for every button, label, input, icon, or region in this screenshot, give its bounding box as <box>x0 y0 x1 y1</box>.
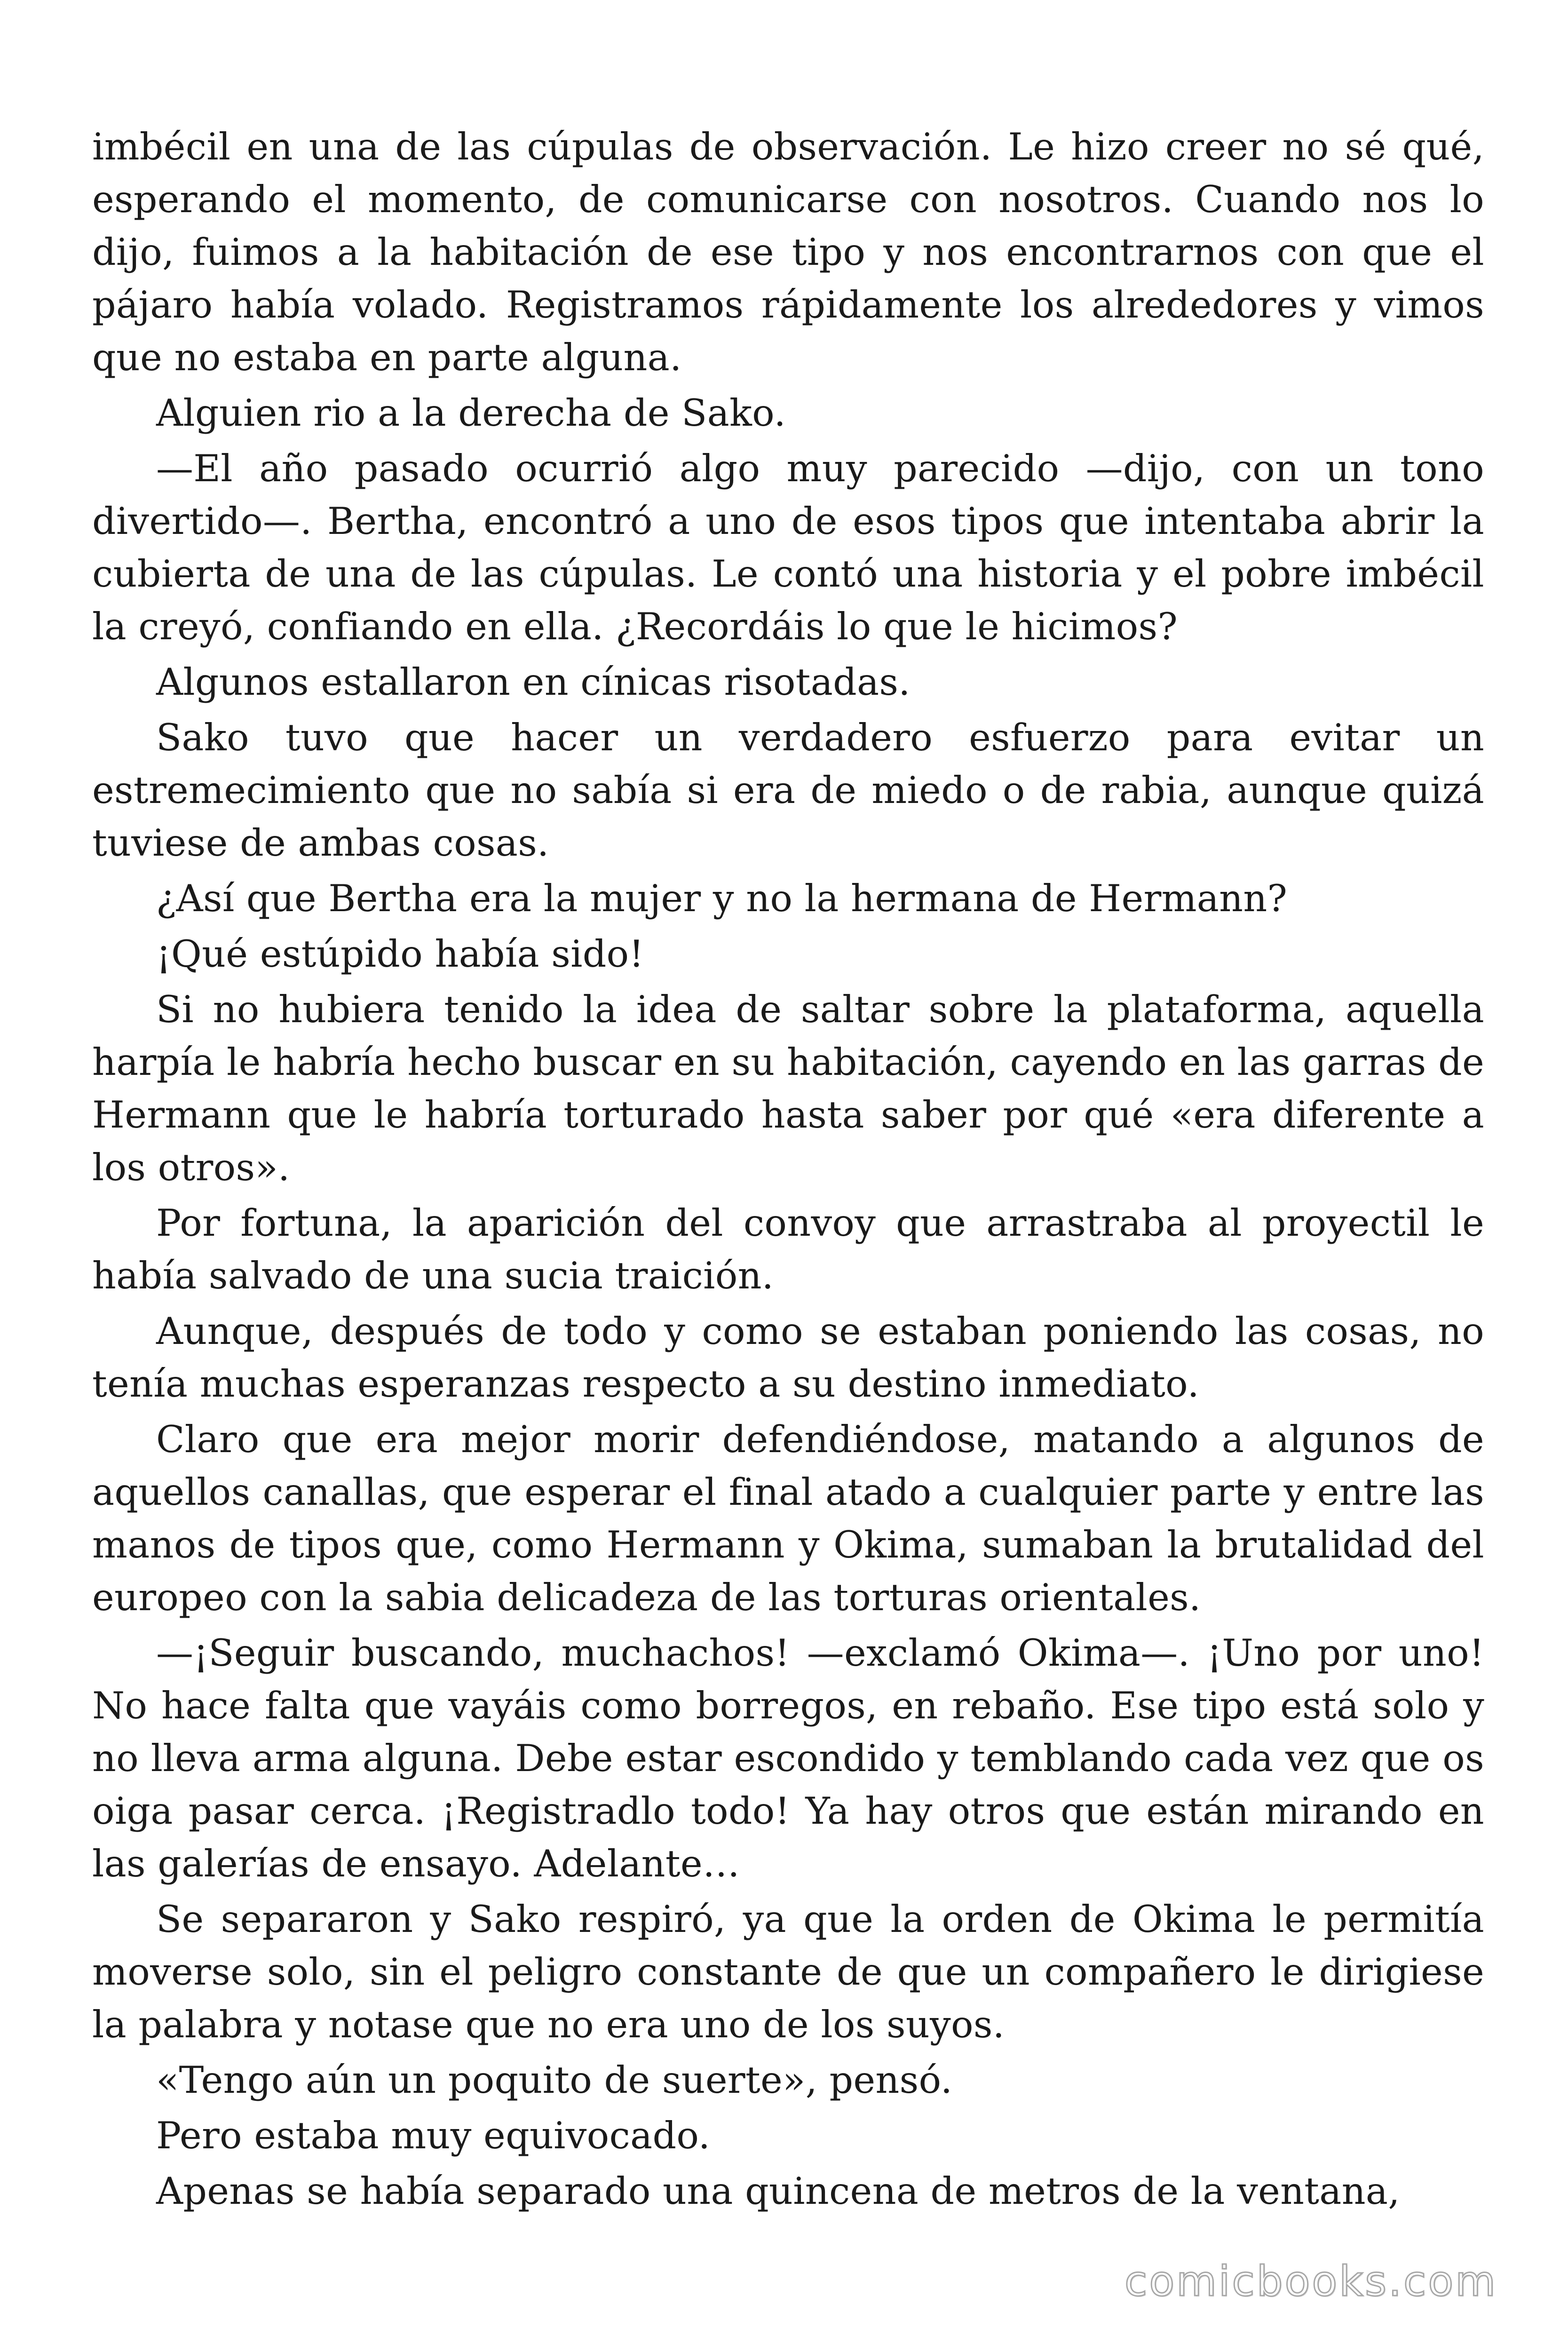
paragraph-3: —El año pasado ocurrió algo muy parecido —dijo, con un tono divertido—. Bertha, encontró a uno de esos tipos que intentaba abrir la cubierta de una de las cúpulas. Le contó una historia y el pobre imbécil la creyó, confiando en ella. ¿Recordáis lo que le hicimos? <box>92 447 1484 648</box>
paragraph-5: Sako tuvo que hacer un verdadero esfuerzo para evitar un estremecimiento que no sabía si era de miedo o de rabia, aunque quizá tuviese de ambas cosas. <box>92 716 1484 865</box>
paragraph-15: Pero estaba muy equivocado. <box>156 2114 711 2157</box>
paragraph-11: Claro que era mejor morir defendiéndose, matando a algunos de aquellos canallas, que esperar el final atado a cualquier parte y entre las manos de tipos que, como Hermann y Okima, sumaban la brutalidad del europeo con la sabia delicadeza de las torturas orientales. <box>92 1418 1484 1619</box>
paragraph-10: Aunque, después de todo y como se estaban poniendo las cosas, no tenía muchas esperanzas respecto a su destino inmediato. <box>92 1310 1484 1406</box>
paragraph-9: Por fortuna, la aparición del convoy que arrastraba al proyectil le había salvado de una sucia traición. <box>92 1201 1484 1297</box>
paragraph-7: ¡Qué estúpido había sido! <box>156 932 644 976</box>
paragraph-1: imbécil en una de las cúpulas de observación. Le hizo creer no sé qué, esperando el momento, de comunicarse con nosotros. Cuando nos lo dijo, fuimos a la habitación de ese tipo y nos encontrarnos con que el pájaro había volado. Registramos rápidamente los alrededores y vimos que no estaba en parte alguna. <box>92 125 1484 379</box>
paragraph-4: Algunos estallaron en cínicas risotadas. <box>156 660 911 704</box>
watermark: comicbooks.com <box>1124 2257 1497 2305</box>
paragraph-8: Si no hubiera tenido la idea de saltar sobre la plataforma, aquella harpía le habría hecho buscar en su habitación, cayendo en las garras de Hermann que le habría torturado hasta saber por qué «era diferente a los otros». <box>92 988 1484 1189</box>
paragraph-16: Apenas se había separado una quincena de metros de la ventana, <box>156 2169 1400 2213</box>
paragraph-14: «Tengo aún un poquito de suerte», pensó. <box>156 2058 953 2102</box>
book-page <box>92 120 1484 2217</box>
paragraph-12: —¡Seguir buscando, muchachos! —exclamó Okima—. ¡Uno por uno! No hace falta que vayáis como borregos, en rebaño. Ese tipo está solo y no lleva arma alguna. Debe estar escondido y temblando cada vez que os oiga pasar cerca. ¡Registradlo todo! Ya hay otros que están mirando en las galerías de ensayo. Adelante… <box>92 1631 1484 1885</box>
paragraph-13: Se separaron y Sako respiró, ya que la orden de Okima le permitía moverse solo, sin el peligro constante de que un compañero le dirigiese la palabra y notase que no era uno de los suyos. <box>92 1898 1484 2046</box>
paragraph-2: Alguien rio a la derecha de Sako. <box>156 391 786 435</box>
paragraph-6: ¿Así que Bertha era la mujer y no la hermana de Hermann? <box>156 877 1288 920</box>
